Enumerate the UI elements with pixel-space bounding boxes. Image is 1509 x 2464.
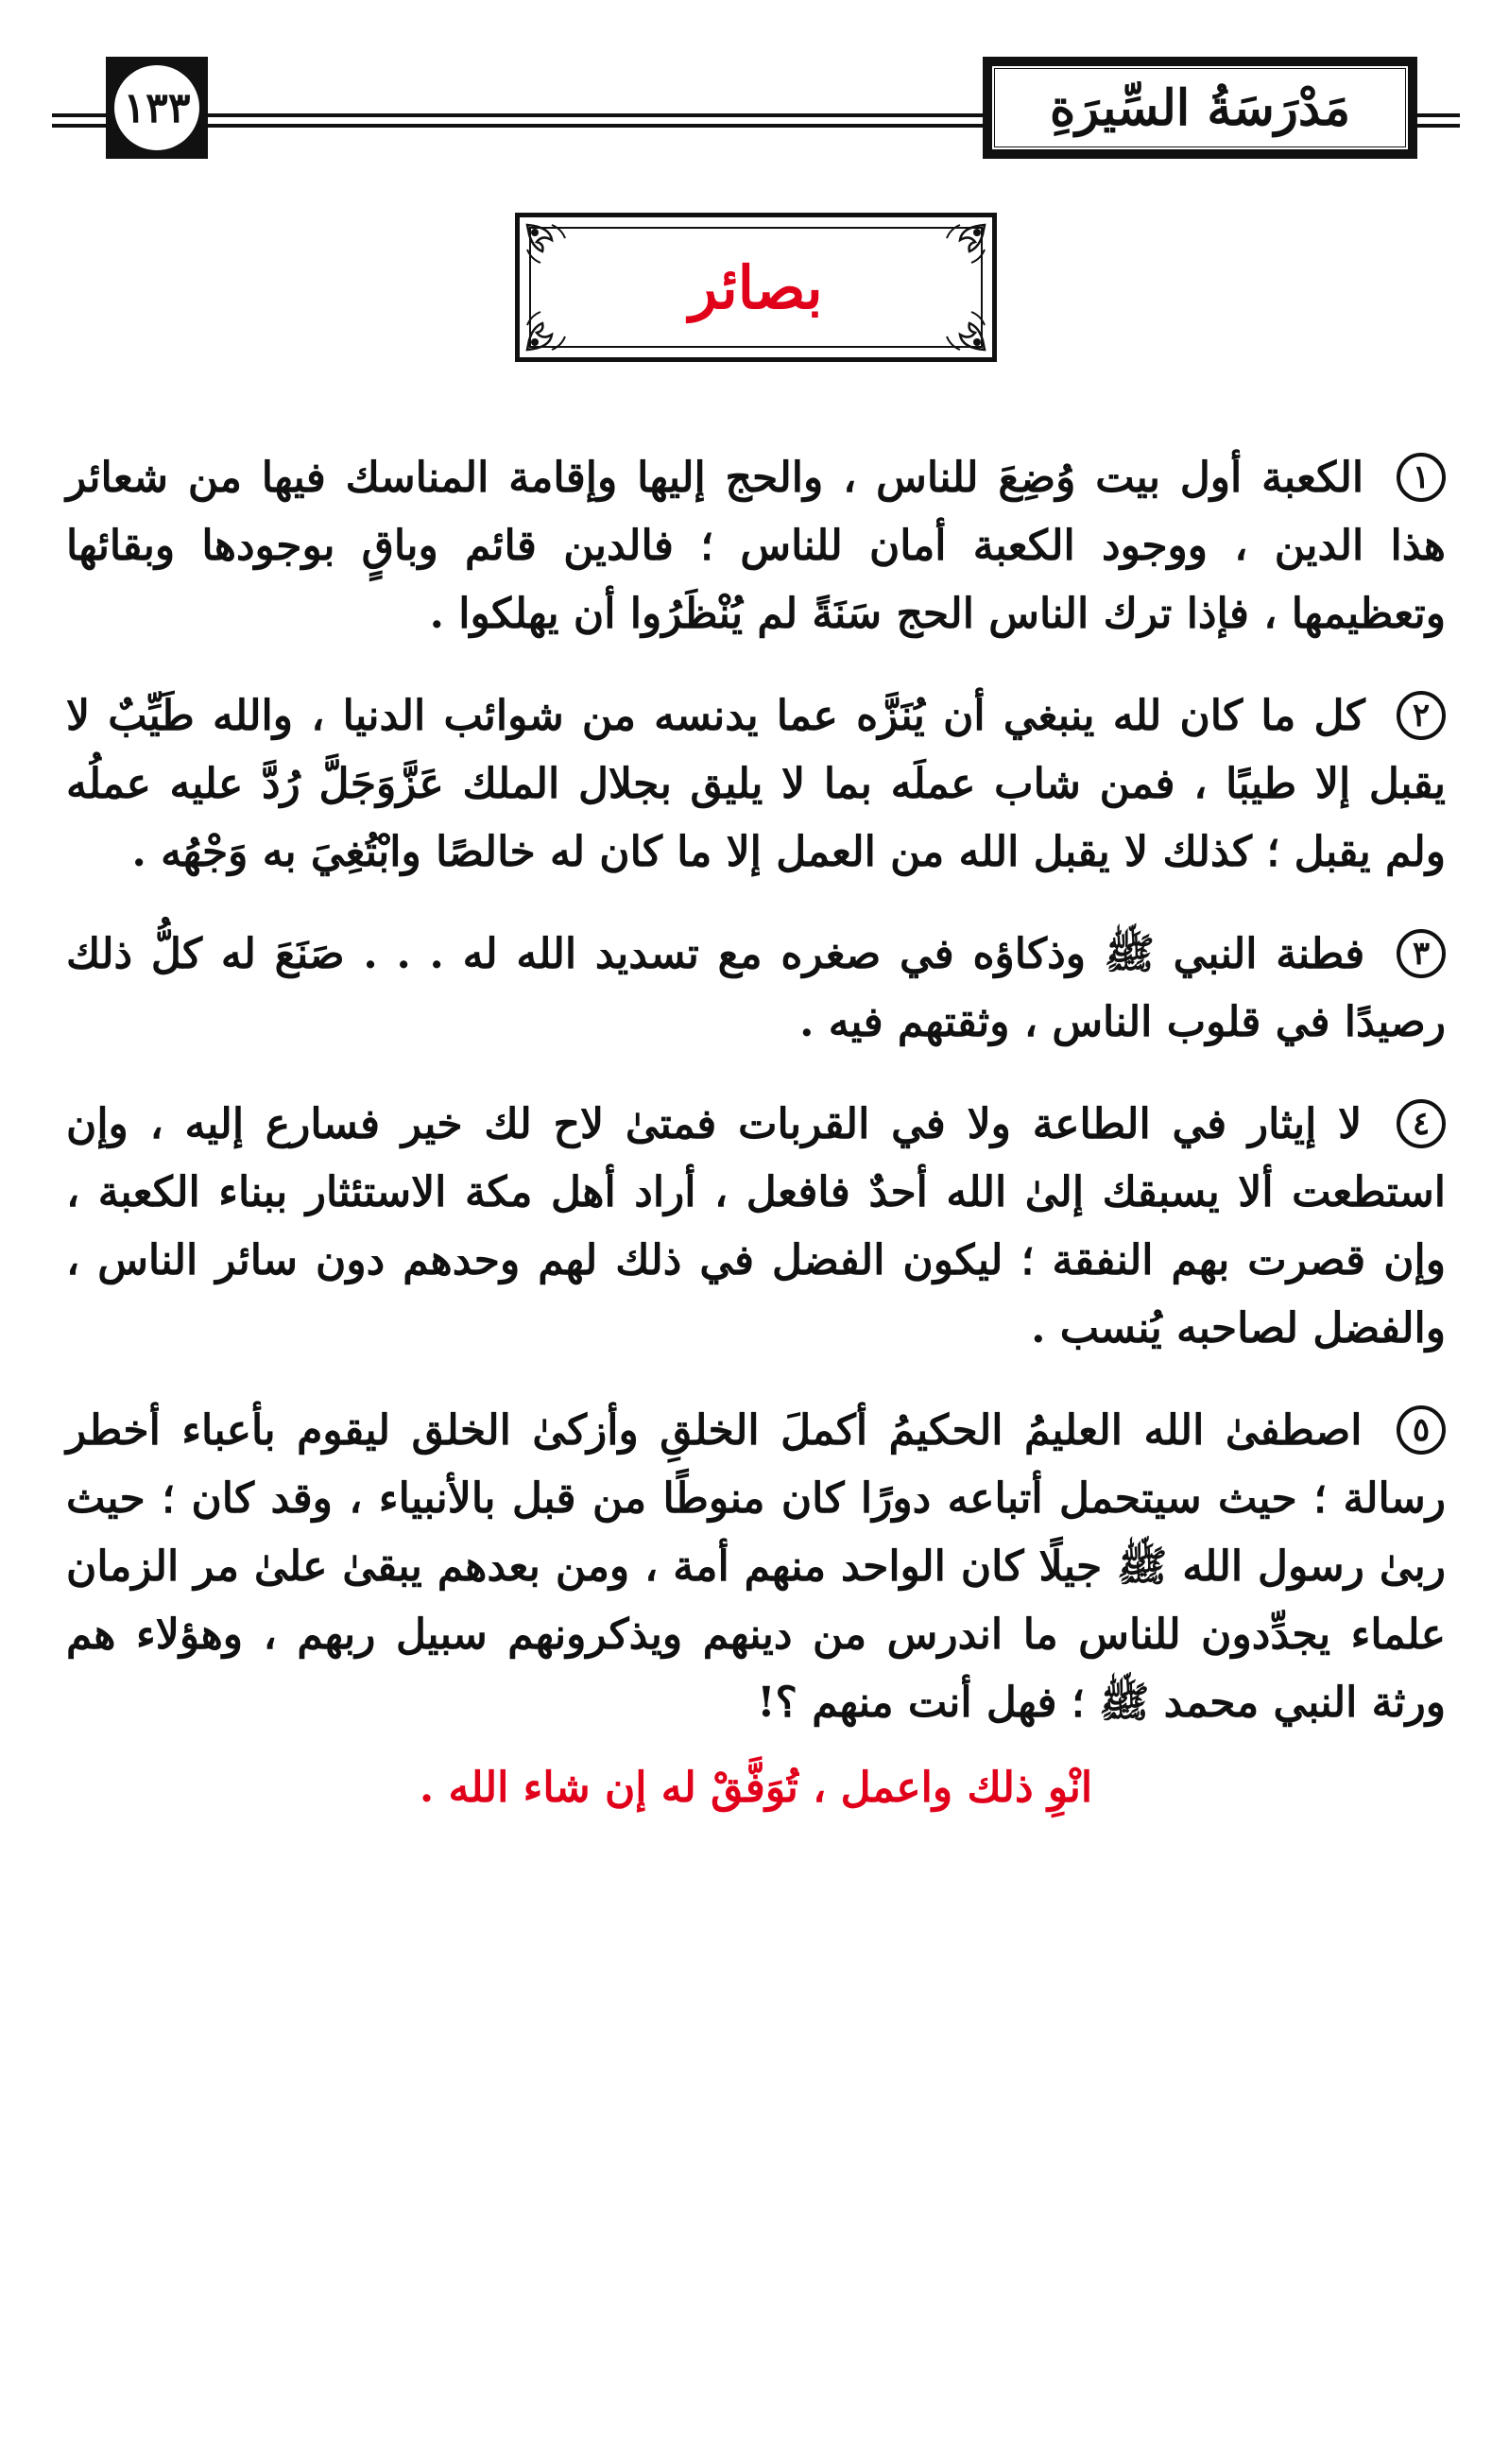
point-text: اصطفىٰ الله العليمُ الحكيمُ أكملَ الخلقِ وأزكىٰ الخلق ليقوم بأعباء أخطر رسالة ؛ حيث سيتحمل أتباعه دورًا كان منوطًا من قبل بالأنبياء ، وقد كان ؛ حيث ربىٰ رسول الله ﷺ جيلًا كان الواحد منهم أمة ، ومن بعدهم يبقىٰ علىٰ مر الزمان علماء يجدِّدون للناس ما اندرس من دينهم ويذكرونهم سبيل ربهم ، وهؤلاء هم ورثة النبي محمد ﷺ ؛ فهل أنت منهم ؟! bbox=[66, 1406, 1446, 1727]
section-title: بصائر bbox=[689, 252, 823, 322]
page-number-frame bbox=[106, 57, 208, 159]
point-number-badge: ٤ bbox=[1397, 1099, 1446, 1148]
book-title: مَدْرَسَةُ السِّيرَةِ bbox=[991, 65, 1409, 150]
point-text: فطنة النبي ﷺ وذكاؤه في صغره مع تسديد الله له . . . صَنَعَ له كلُّ ذلك رصيدًا في قلوب الناس ، وثقتهم فيه . bbox=[66, 930, 1446, 1046]
point-number-badge: ١ bbox=[1397, 453, 1446, 502]
page-header bbox=[0, 0, 1509, 180]
point-number-badge: ٥ bbox=[1397, 1405, 1446, 1455]
closing-line: انْوِ ذلك واعمل ، تُوَفَّقْ له إن شاء الله . bbox=[419, 1764, 1093, 1812]
book-title-frame bbox=[983, 57, 1417, 159]
point-number-badge: ٣ bbox=[1397, 929, 1446, 978]
point-4 bbox=[66, 1091, 1446, 1363]
point-number-badge: ٢ bbox=[1397, 691, 1446, 740]
point-text: كل ما كان لله ينبغي أن يُنَزَّه عما يدنسه من شوائب الدنيا ، والله طَيِّبٌ لا يقبل إلا طيبًا ، فمن شاب عملَه بما لا يليق بجلال الملك عَزَّوَجَلَّ رُدَّ عليه عملُه ولم يقبل ؛ كذلك لا يقبل الله من العمل إلا ما كان له خالصًا وابْتُغِيَ به وَجْهُه . bbox=[66, 692, 1446, 876]
page-number: ١٣٣ bbox=[114, 65, 199, 150]
point-text: الكعبة أول بيت وُضِعَ للناس ، والحج إليها وإقامة المناسك فيها من شعائر هذا الدين ، ووجود الكعبة أمان للناس ؛ فالدين قائم وباقٍ بوجودها وبقائها وتعظيمها ، فإذا ترك الناس الحج سَنَةً لم يُنْظَرُوا أن يهلكوا . bbox=[66, 454, 1446, 638]
point-3 bbox=[66, 921, 1446, 1057]
point-5 bbox=[66, 1397, 1446, 1737]
page-body bbox=[66, 444, 1446, 1856]
point-text: لا إيثار في الطاعة ولا في القربات فمتىٰ لاح لك خير فسارع إليه ، وإن استطعت ألا يسبقك إلىٰ الله أحدٌ فافعل ، أراد أهل مكة الاستئثار ببناء الكعبة ، وإن قصرت بهم النفقة ؛ ليكون الفضل في ذلك لهم وحدهم دون سائر الناس ، والفضل لصاحبه يُنسب . bbox=[66, 1100, 1446, 1353]
section-title-frame bbox=[515, 213, 997, 362]
point-1 bbox=[66, 444, 1446, 648]
point-2 bbox=[66, 682, 1446, 887]
